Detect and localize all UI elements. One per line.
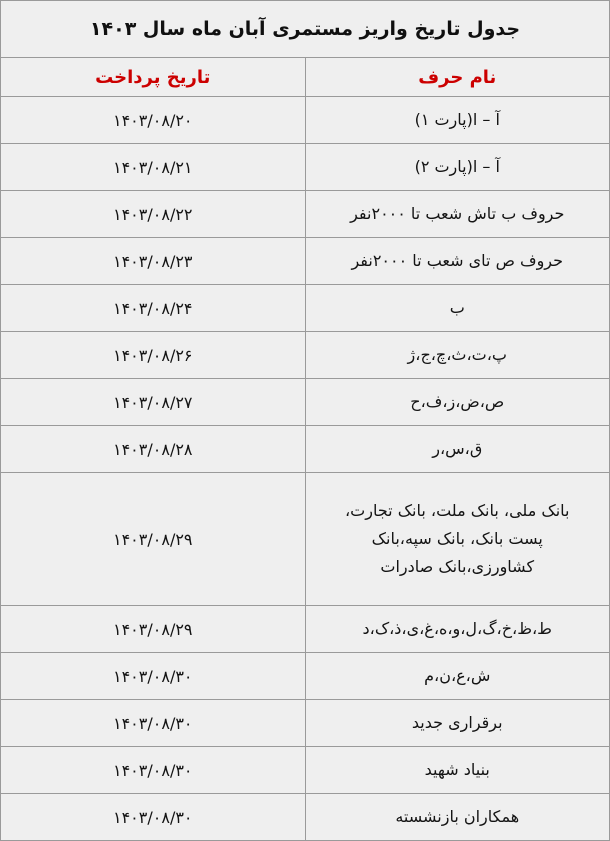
row-date: ۱۴۰۳/۰۸/۲۰ — [1, 97, 306, 144]
title-row — [1, 1, 610, 58]
row-name: برقراری جدید — [305, 700, 610, 747]
table-row — [1, 238, 610, 285]
row-name: آ – ا(پارت ۲) — [305, 144, 610, 191]
table-row — [1, 700, 610, 747]
row-date: ۱۴۰۳/۰۸/۳۰ — [1, 794, 306, 841]
table-row — [1, 606, 610, 653]
row-date: ۱۴۰۳/۰۸/۲۸ — [1, 426, 306, 473]
row-name: حروف ب تاش شعب تا ۲۰۰۰نفر — [305, 191, 610, 238]
row-date: ۱۴۰۳/۰۸/۲۶ — [1, 332, 306, 379]
table-row — [1, 144, 610, 191]
row-name — [305, 473, 610, 606]
row-name: ش،ع،ن،م — [305, 653, 610, 700]
row-date: ۱۴۰۳/۰۸/۲۳ — [1, 238, 306, 285]
row-date: ۱۴۰۳/۰۸/۲۴ — [1, 285, 306, 332]
column-header-date: تاریخ پرداخت — [1, 58, 306, 97]
row-name: ب — [305, 285, 610, 332]
row-date: ۱۴۰۳/۰۸/۲۹ — [1, 473, 306, 606]
row-name-text: بانک ملی، بانک ملت، بانک تجارت، پست بانک، بانک سپه،بانک کشاورزی،بانک صادرات — [345, 501, 570, 576]
row-date: ۱۴۰۳/۰۸/۲۹ — [1, 606, 306, 653]
table-row — [1, 653, 610, 700]
table-row — [1, 747, 610, 794]
row-name: بنیاد شهید — [305, 747, 610, 794]
table-row — [1, 285, 610, 332]
row-date: ۱۴۰۳/۰۸/۳۰ — [1, 747, 306, 794]
row-name: ق،س،ر — [305, 426, 610, 473]
row-name: حروف ص تای شعب تا ۲۰۰۰نفر — [305, 238, 610, 285]
table-row — [1, 473, 610, 606]
row-name: پ،ت،ث،چ،ج،ژ — [305, 332, 610, 379]
document-title: جدول تاریخ واریز مستمری آبان ماه سال ۱۴۰۳ — [1, 1, 610, 58]
row-name: ط،ظ،خ،گ،ل،و،ه،غ،ی،ذ،ک،د — [305, 606, 610, 653]
row-name: ص،ض،ز،ف،ح — [305, 379, 610, 426]
row-date: ۱۴۰۳/۰۸/۳۰ — [1, 653, 306, 700]
table-row — [1, 426, 610, 473]
table-row — [1, 379, 610, 426]
table-row — [1, 97, 610, 144]
row-date: ۱۴۰۳/۰۸/۲۱ — [1, 144, 306, 191]
table-row — [1, 794, 610, 841]
header-row — [1, 58, 610, 97]
table-body — [1, 1, 610, 841]
row-name: همکاران بازنشسته — [305, 794, 610, 841]
row-date: ۱۴۰۳/۰۸/۲۷ — [1, 379, 306, 426]
row-date: ۱۴۰۳/۰۸/۲۲ — [1, 191, 306, 238]
row-name: آ – ا(پارت ۱) — [305, 97, 610, 144]
row-date: ۱۴۰۳/۰۸/۳۰ — [1, 700, 306, 747]
table-row — [1, 191, 610, 238]
column-header-name: نام حرف — [305, 58, 610, 97]
table-row — [1, 332, 610, 379]
